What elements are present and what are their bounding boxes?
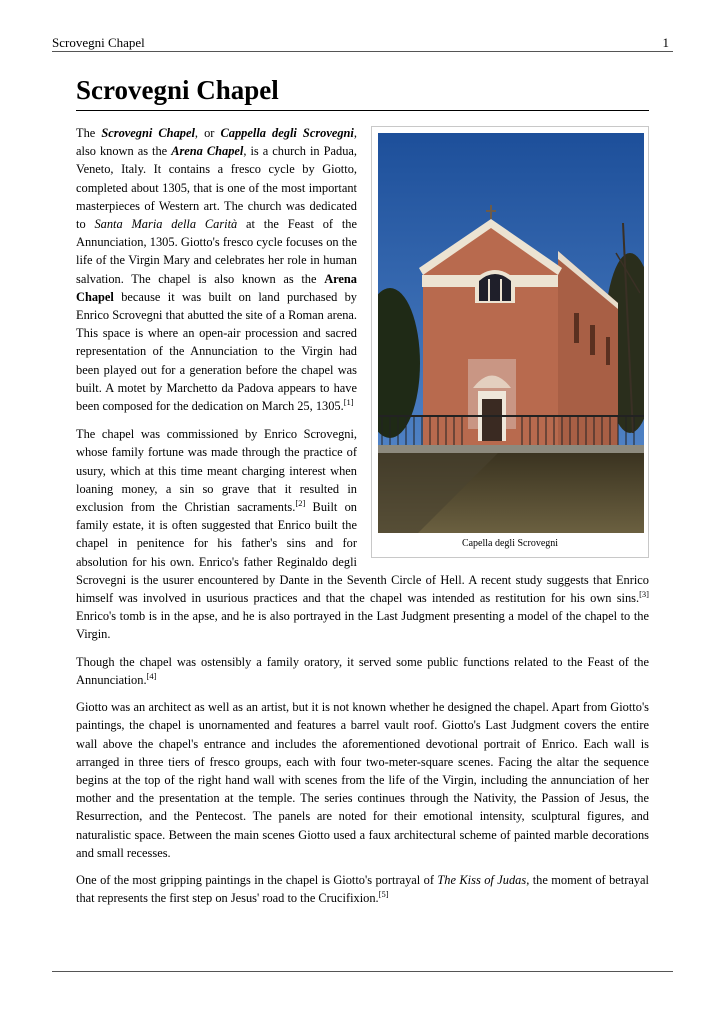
term-dedication: Santa Maria della Carità	[94, 217, 238, 232]
header-title: Scrovegni Chapel	[52, 35, 145, 50]
citation-5[interactable]: [5]	[378, 889, 389, 900]
term-cappella: Cappella degli Scrovegni	[220, 126, 354, 140]
citation-4[interactable]: [4]	[146, 670, 157, 681]
citation-1[interactable]: [1]	[343, 397, 354, 408]
paragraph-intro: The Scrovegni Chapel, or Cappella degli Scrovegni, also known as the Arena Chapel, is a church in Padua, Veneto, Italy. It contains a fresco cycle by Giotto, completed about 1305, that is one of the most important masterpieces of Western art. The church was dedicated to Santa Maria della Carità at the Feast of the Annunciation, 1305. Giotto's fresco cycle focuses on the life of the Virgin Mary and celebrates her role in human salvation. The chapel is also known as the Arena Chapel because it was built on land purchased by Enrico Scrovegni that abutted the site of a Roman arena. This space is where an open-air procession and sacred representation of the Annunciation to the Virgin had been played out for a generation before the chapel was built. A motet by Marchetto da Padova appears to have been composed for the dedication on March 25, 1305.[1]	[76, 126, 357, 414]
paragraph-kiss-of-judas: One of the most gripping paintings in the chapel is Giotto's portrayal of The Kiss of Judas, the moment of betrayal that represents the first step on Jesus' road to the Crucifixion.[5]	[76, 872, 649, 906]
running-header	[52, 34, 673, 52]
chapel-photo	[378, 133, 644, 533]
paragraph-commission: The chapel was commissioned by Enrico Scrovegni, whose family fortune was made through the practice of usury, which at this time meant charging interest when loaning money, a sin so grave that it resulted in exclusion from the Christian sacraments.[2] Built on family estate, it is often suggested that Enrico built the chapel in penitence for his father's sins and for absolution for his own. Enrico's father Reginaldo degli Scrovegni is the usurer encountered by Dante in the Seventh Circle of Hell. A recent study suggests that Enrico himself was involved in usurious practices and that the chapel was intended as restitution for his own sins.[3] Enrico's tomb is in the apse, and he is also portrayed in the Last Judgment presenting a model of the chapel to the Virgin.	[76, 427, 649, 642]
page-number: 1	[662, 35, 669, 50]
page-title: Scrovegni Chapel	[76, 72, 649, 111]
figure-caption: Capella degli Scrovegni	[461, 538, 559, 549]
footer-rule	[52, 971, 673, 972]
article-body	[76, 124, 649, 916]
paragraph-architecture: Giotto was an architect as well as an artist, but it is not known whether he designed the chapel. Apart from Giotto's paintings, the chapel is unornamented and features a barrel vault roof. Giotto's Last Judgment covers the entire wall above the chapel's entrance and includes the aforementioned devotional portrait of Enrico. Each wall is arranged in three tiers of fresco groups, each with four two-meter-square scenes. Facing the altar the sequence begins at the top of the right hand wall with scenes from the life of the Virgin, including the annunciation of her mother and the presentation at the temple. The series continues through the Nativity, the Passion of Jesus, the Resurrection, and the Pentecost. The panels are noted for their emotional intensity, sculptural figures, and naturalistic space. Between the main scenes Giotto used a faux architectural scheme of painted marble decorations and small recesses.	[76, 700, 649, 860]
paragraph-oratory: Though the chapel was ostensibly a family oratory, it served some public functions related to the Feast of the Annunciation.[4]	[76, 654, 649, 687]
term-scrovegni-chapel: Scrovegni Chapel	[101, 126, 195, 140]
figure	[371, 126, 649, 558]
citation-3[interactable]: [3]	[639, 589, 649, 600]
term-arena-chapel-2: Arena Chapel	[76, 271, 357, 304]
term-arena-chapel: Arena Chapel	[171, 144, 244, 159]
citation-2[interactable]: [2]	[295, 498, 306, 509]
term-kiss-of-judas: The Kiss of Judas	[437, 872, 527, 887]
